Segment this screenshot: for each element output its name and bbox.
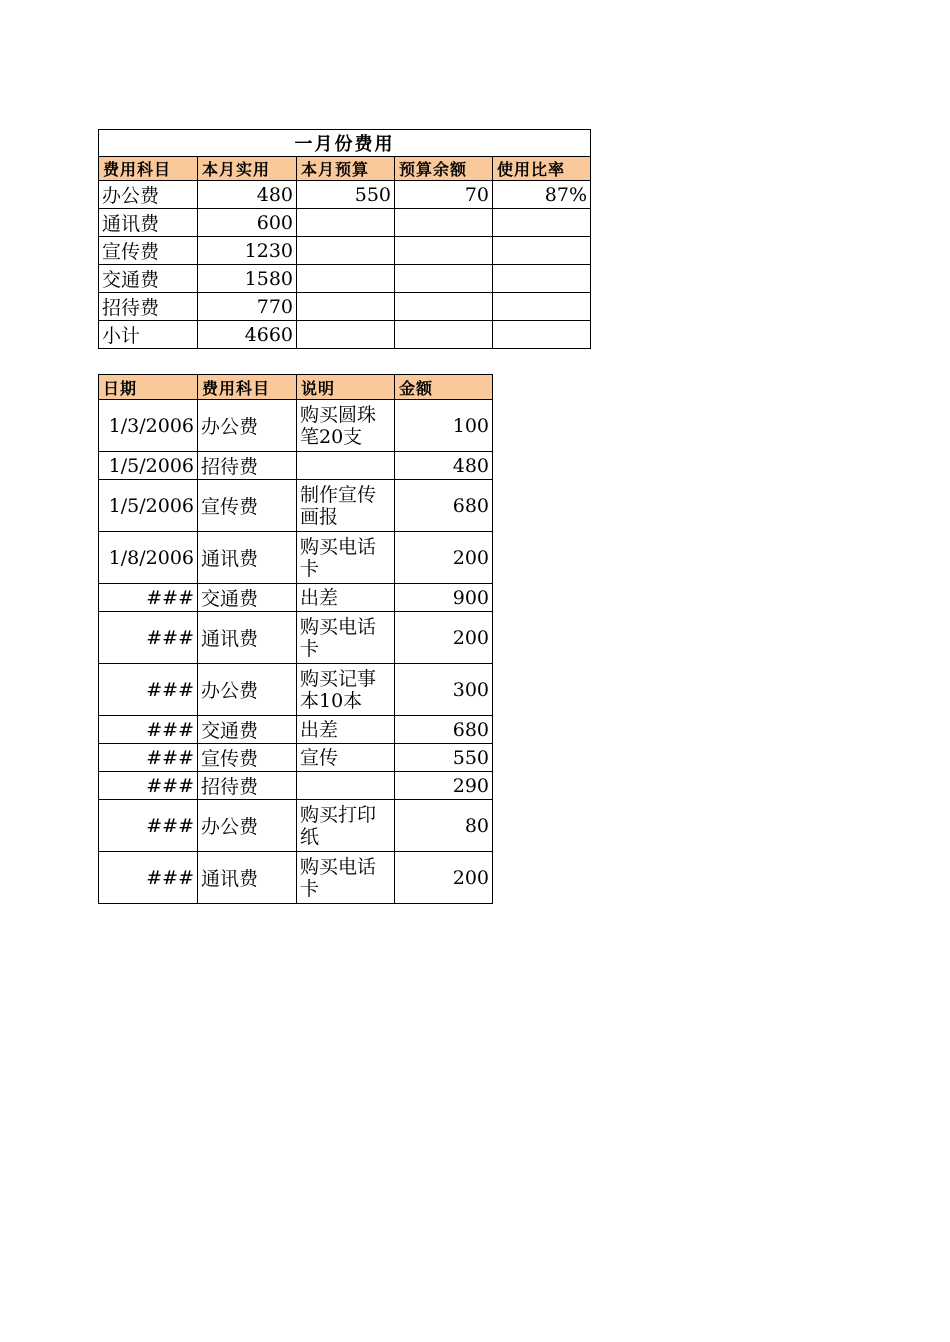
detail-amount-cell[interactable]: 200	[395, 612, 493, 664]
detail-amount-cell[interactable]: 80	[395, 800, 493, 852]
detail-description-cell[interactable]: 购买打印纸	[297, 800, 395, 852]
detail-description-cell[interactable]: 购买圆珠笔20支	[297, 400, 395, 452]
detail-category-cell[interactable]: 办公费	[198, 800, 297, 852]
detail-date-cell[interactable]: 1/8/2006	[99, 532, 198, 584]
detail-date-cell[interactable]: ###	[99, 852, 198, 904]
summary-row	[99, 293, 591, 321]
detail-category-cell[interactable]: 招待费	[198, 772, 297, 800]
detail-date-cell[interactable]: ###	[99, 744, 198, 772]
detail-description-cell[interactable]	[297, 772, 395, 800]
detail-date-cell[interactable]: ###	[99, 612, 198, 664]
detail-date-cell[interactable]: 1/5/2006	[99, 480, 198, 532]
summary-cell[interactable]: 87%	[493, 181, 591, 209]
detail-amount-cell[interactable]: 300	[395, 664, 493, 716]
detail-row	[99, 400, 493, 452]
summary-cell[interactable]	[297, 265, 395, 293]
detail-date-cell[interactable]: 1/3/2006	[99, 400, 198, 452]
summary-cell[interactable]: 1230	[198, 237, 297, 265]
summary-cell[interactable]: 宣传费	[99, 237, 198, 265]
summary-cell[interactable]	[493, 293, 591, 321]
detail-row	[99, 852, 493, 904]
expense-detail-table	[98, 374, 493, 904]
detail-category-cell[interactable]: 办公费	[198, 664, 297, 716]
detail-row	[99, 716, 493, 744]
detail-category-cell[interactable]: 通讯费	[198, 612, 297, 664]
summary-cell[interactable]: 招待费	[99, 293, 198, 321]
summary-cell[interactable]	[395, 209, 493, 237]
summary-row	[99, 209, 591, 237]
summary-header-cell[interactable]: 使用比率	[493, 157, 591, 181]
summary-cell[interactable]: 办公费	[99, 181, 198, 209]
detail-header-cell[interactable]: 日期	[99, 375, 198, 400]
detail-row	[99, 480, 493, 532]
detail-description-cell[interactable]: 购买电话卡	[297, 532, 395, 584]
summary-cell[interactable]: 770	[198, 293, 297, 321]
detail-category-cell[interactable]: 招待费	[198, 452, 297, 480]
summary-cell[interactable]: 550	[297, 181, 395, 209]
detail-category-cell[interactable]: 宣传费	[198, 480, 297, 532]
summary-row	[99, 265, 591, 293]
summary-cell[interactable]	[493, 209, 591, 237]
summary-cell[interactable]	[395, 265, 493, 293]
detail-category-cell[interactable]: 通讯费	[198, 532, 297, 584]
detail-amount-cell[interactable]: 900	[395, 584, 493, 612]
detail-amount-cell[interactable]: 550	[395, 744, 493, 772]
summary-cell[interactable]: 480	[198, 181, 297, 209]
detail-header-cell[interactable]: 说明	[297, 375, 395, 400]
summary-cell[interactable]	[493, 321, 591, 349]
summary-header-cell[interactable]: 本月实用	[198, 157, 297, 181]
detail-category-cell[interactable]: 宣传费	[198, 744, 297, 772]
detail-amount-cell[interactable]: 680	[395, 716, 493, 744]
detail-row	[99, 452, 493, 480]
detail-row	[99, 532, 493, 584]
detail-date-cell[interactable]: ###	[99, 800, 198, 852]
summary-subtotal-row	[99, 321, 591, 349]
summary-title[interactable]: 一月份费用	[99, 130, 591, 157]
detail-date-cell[interactable]: ###	[99, 584, 198, 612]
summary-cell[interactable]	[395, 293, 493, 321]
detail-row	[99, 744, 493, 772]
detail-date-cell[interactable]: ###	[99, 716, 198, 744]
detail-header-cell[interactable]: 金额	[395, 375, 493, 400]
detail-date-cell[interactable]: 1/5/2006	[99, 452, 198, 480]
detail-category-cell[interactable]: 通讯费	[198, 852, 297, 904]
detail-header-cell[interactable]: 费用科目	[198, 375, 297, 400]
detail-category-cell[interactable]: 交通费	[198, 584, 297, 612]
detail-amount-cell[interactable]: 200	[395, 532, 493, 584]
detail-row	[99, 800, 493, 852]
summary-cell[interactable]: 交通费	[99, 265, 198, 293]
detail-amount-cell[interactable]: 680	[395, 480, 493, 532]
summary-cell[interactable]	[395, 321, 493, 349]
detail-description-cell[interactable]	[297, 452, 395, 480]
summary-cell[interactable]	[493, 265, 591, 293]
summary-row	[99, 181, 591, 209]
detail-amount-cell[interactable]: 200	[395, 852, 493, 904]
summary-cell[interactable]	[493, 237, 591, 265]
expense-summary-table	[98, 129, 591, 349]
summary-cell[interactable]: 1580	[198, 265, 297, 293]
detail-row	[99, 584, 493, 612]
summary-cell[interactable]: 小计	[99, 321, 198, 349]
detail-amount-cell[interactable]: 480	[395, 452, 493, 480]
summary-cell[interactable]	[297, 237, 395, 265]
summary-header-cell[interactable]: 费用科目	[99, 157, 198, 181]
detail-amount-cell[interactable]: 290	[395, 772, 493, 800]
summary-cell[interactable]	[395, 237, 493, 265]
summary-row	[99, 237, 591, 265]
detail-date-cell[interactable]: ###	[99, 664, 198, 716]
detail-date-cell[interactable]: ###	[99, 772, 198, 800]
detail-row	[99, 772, 493, 800]
detail-row	[99, 664, 493, 716]
summary-cell[interactable]: 4660	[198, 321, 297, 349]
summary-cell[interactable]	[297, 293, 395, 321]
detail-description-cell[interactable]: 购买记事本10本	[297, 664, 395, 716]
summary-cell[interactable]: 通讯费	[99, 209, 198, 237]
detail-description-cell[interactable]: 宣传	[297, 744, 395, 772]
detail-category-cell[interactable]: 办公费	[198, 400, 297, 452]
detail-description-cell[interactable]: 出差	[297, 716, 395, 744]
detail-description-cell[interactable]: 购买电话卡	[297, 852, 395, 904]
detail-row	[99, 612, 493, 664]
detail-description-cell[interactable]: 出差	[297, 584, 395, 612]
detail-category-cell[interactable]: 交通费	[198, 716, 297, 744]
detail-description-cell[interactable]: 购买电话卡	[297, 612, 395, 664]
detail-description-cell[interactable]: 制作宣传画报	[297, 480, 395, 532]
summary-cell[interactable]: 70	[395, 181, 493, 209]
summary-cell[interactable]: 600	[198, 209, 297, 237]
summary-cell[interactable]	[297, 321, 395, 349]
detail-amount-cell[interactable]: 100	[395, 400, 493, 452]
summary-header-cell[interactable]: 预算余额	[395, 157, 493, 181]
summary-header-cell[interactable]: 本月预算	[297, 157, 395, 181]
summary-cell[interactable]	[297, 209, 395, 237]
